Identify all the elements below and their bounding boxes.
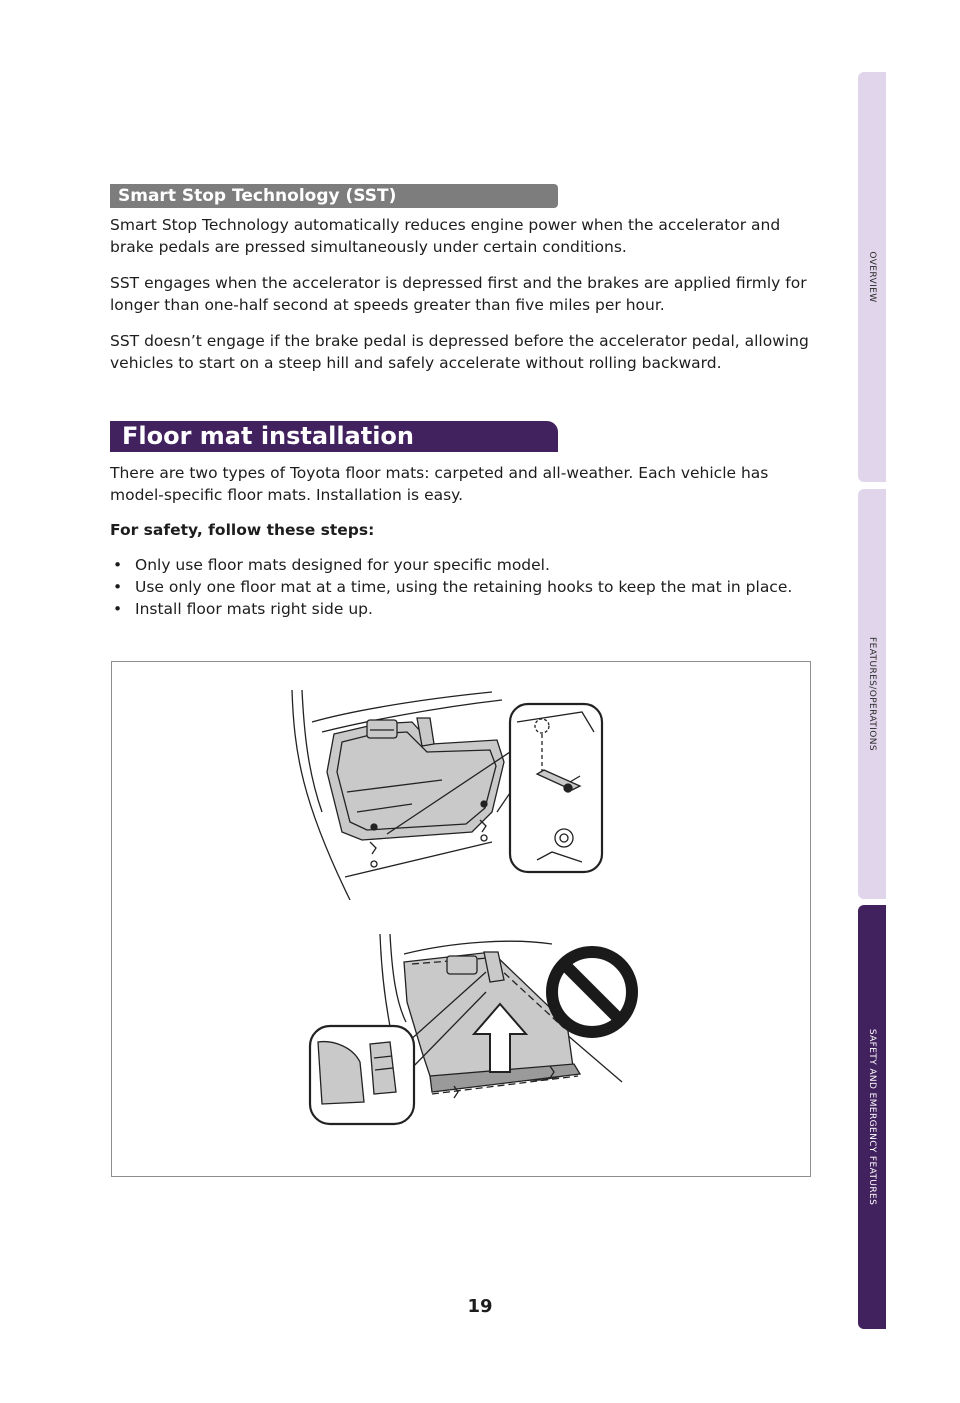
correct-installation-drawing [292,690,602,900]
list-item-text: Use only one floor mat at a time, using the retaining hooks to keep the mat in place. [135,578,793,596]
sst-heading: Smart Stop Technology (SST) [110,184,558,208]
safety-steps-list [110,554,810,620]
tab-overview-label: OVERVIEW [867,251,877,303]
list-item [110,576,810,598]
floor-mat-illustration [112,662,810,1176]
page-number: 19 [467,1296,493,1317]
sst-paragraph-3: SST doesn’t engage if the brake pedal is depressed before the accelerator pedal, allowing vehicles to start on a steep hill and safely accelerate without rolling backward. [110,332,809,372]
bullet-icon: • [113,556,123,574]
incorrect-installation-drawing [310,934,632,1124]
floor-mat-illustration-frame [111,661,811,1177]
tab-safety-emergency-label: SAFETY AND EMERGENCY FEATURES [867,1028,877,1206]
tab-features-operations[interactable] [858,489,886,899]
bullet-icon: • [113,600,123,618]
tab-overview[interactable] [858,72,886,482]
floor-mat-intro: There are two types of Toyota floor mats: carpeted and all-weather. Each vehicle has model-specific floor mats. Installation is easy. [110,464,769,504]
tab-safety-emergency[interactable] [858,905,886,1329]
list-item-text: Only use floor mats designed for your specific model. [135,556,550,574]
sst-paragraph-2: SST engages when the accelerator is depressed first and the brakes are applied firmly for longer than one-half second at speeds greater than five miles per hour. [110,274,807,314]
list-item-text: Install floor mats right side up. [135,600,373,618]
bullet-icon: • [113,578,123,596]
sst-paragraph-1: Smart Stop Technology automatically reduces engine power when the accelerator and brake pedals are pressed simultaneously under certain conditions. [110,216,781,256]
steps-title: For safety, follow these steps: [110,521,375,539]
floor-mat-heading: Floor mat installation [110,421,558,452]
list-item [110,598,810,620]
list-item [110,554,810,576]
tab-features-operations-label: FEATURES/OPERATIONS [867,637,877,751]
